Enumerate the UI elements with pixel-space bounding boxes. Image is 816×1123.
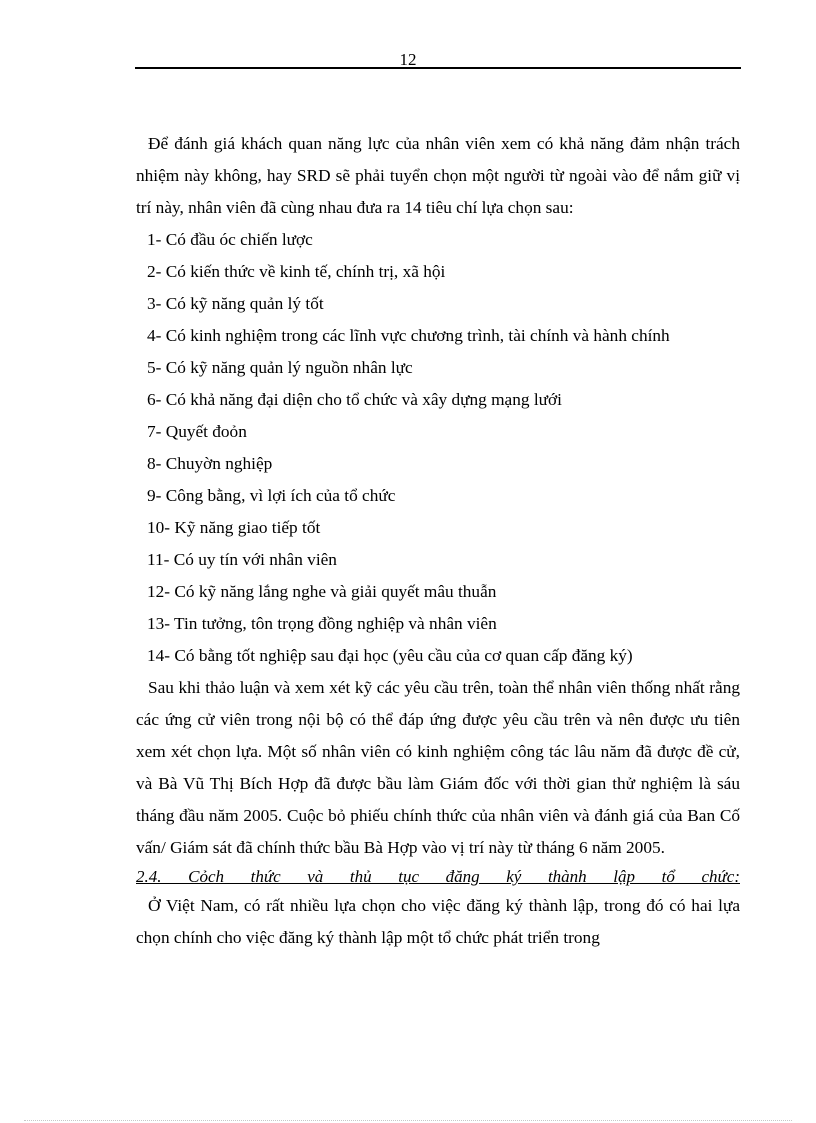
criteria-item: 11- Có uy tín với nhân viên <box>147 550 337 569</box>
criteria-item: 13- Tin tưởng, tôn trọng đồng nghiệp và nhân viên <box>147 614 497 633</box>
criteria-item: 4- Có kinh nghiệm trong các lĩnh vực chương trình, tài chính và hành chính <box>147 326 670 345</box>
criteria-item: 1- Có đầu óc chiến lược <box>147 230 313 249</box>
header-rule <box>135 67 741 69</box>
criteria-item: 7- Quyết đoỏn <box>147 422 247 441</box>
section-heading: 2.4. Cỏch thức và thủ tục đăng ký thành lập tổ chức: <box>136 867 740 886</box>
page-number: 12 <box>399 50 417 69</box>
criteria-item: 12- Có kỹ năng lắng nghe và giải quyết mâu thuẫn <box>147 582 497 601</box>
criteria-item: 9- Công bằng, vì lợi ích của tổ chức <box>147 486 396 505</box>
criteria-item: 3- Có kỹ năng quản lý tốt <box>147 294 324 313</box>
criteria-item: 5- Có kỹ năng quản lý nguồn nhân lực <box>147 358 413 377</box>
criteria-list <box>136 224 740 672</box>
criteria-item: 14- Có bằng tốt nghiệp sau đại học (yêu cầu của cơ quan cấp đăng ký) <box>147 646 633 665</box>
page-bottom-border <box>24 1120 792 1121</box>
document-body <box>136 128 740 954</box>
intro-paragraph: Để đánh giá khách quan năng lực của nhân viên xem có khả năng đảm nhận trách nhiệm này không, hay SRD sẽ phải tuyển chọn một người từ ngoài vào để nắm giữ vị trí này, nhân viên đã cùng nhau đưa ra 14 tiêu chí lựa chọn sau: <box>136 134 740 217</box>
criteria-item: 2- Có kiến thức về kinh tế, chính trị, xã hội <box>147 262 446 281</box>
conclusion-paragraph: Sau khi thảo luận và xem xét kỹ các yêu cầu trên, toàn thể nhân viên thống nhất rằng các ứng cử viên trong nội bộ có thể đáp ứng được yêu cầu trên và nên được ưu tiên xem xét chọn lựa. Một số nhân viên có kinh nghiệm công tác lâu năm đã được đề cử, và Bà Vũ Thị Bích Hợp đã được bầu làm Giám đốc với thời gian thử nghiệm là sáu tháng đầu năm 2005. Cuộc bỏ phiếu chính thức của nhân viên và đánh giá của Ban Cố vấn/ Giám sát đã chính thức bầu Bà Hợp vào vị trí này từ tháng 6 năm 2005. <box>136 678 740 857</box>
criteria-item: 10- Kỹ năng giao tiếp tốt <box>147 518 321 537</box>
criteria-item: 6- Có khả năng đại diện cho tổ chức và xây dựng mạng lưới <box>147 390 562 409</box>
section-intro-paragraph: Ở Việt Nam, có rất nhiều lựa chọn cho việc đăng ký thành lập, trong đó có hai lựa chọn chính cho việc đăng ký thành lập một tổ chức phát triển trong <box>136 896 740 947</box>
criteria-item: 8- Chuyờn nghiệp <box>147 454 273 473</box>
